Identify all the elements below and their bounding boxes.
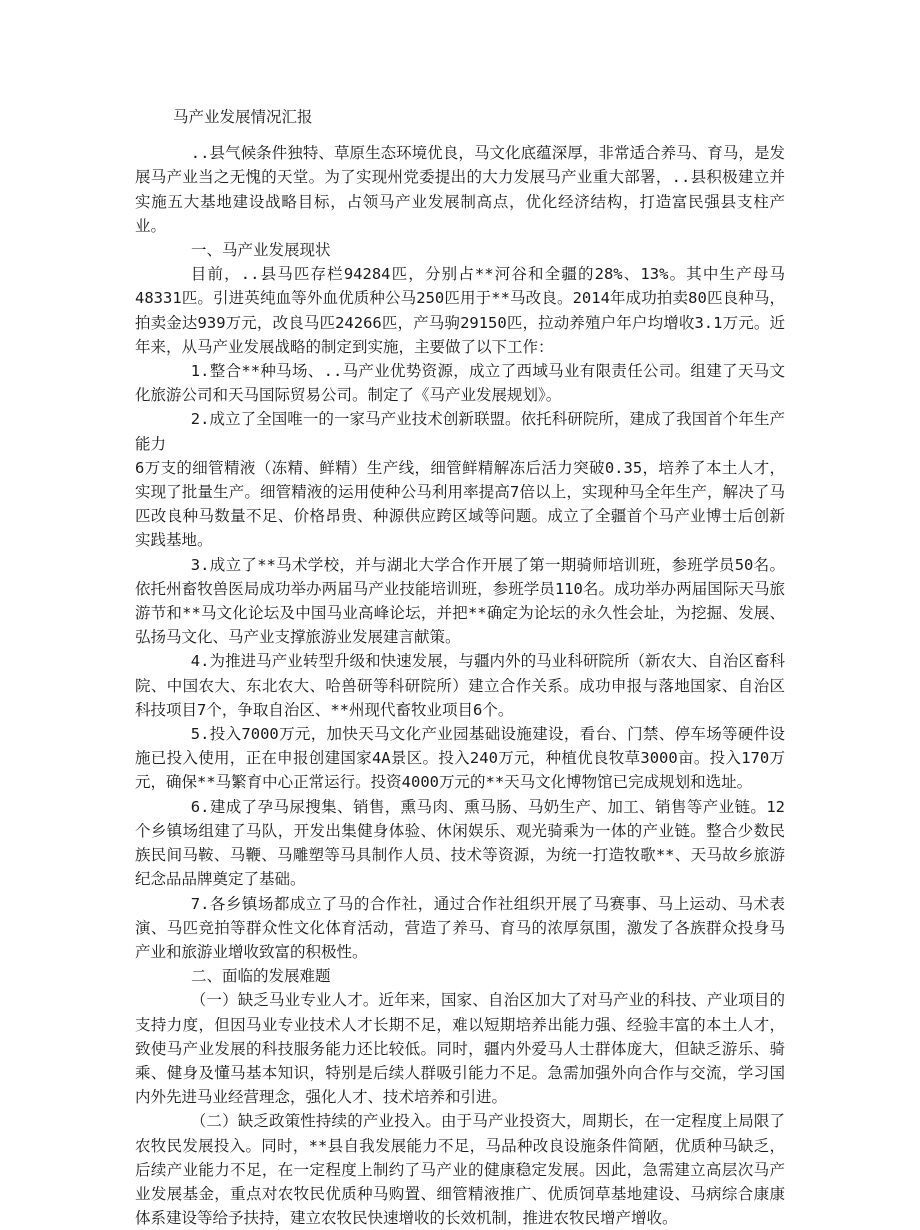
work-item-2-continued: 6万支的细管精液（冻精、鲜精）生产线，细管鲜精解冻后活力突破0.35，培养了本土人才，实现了批量生产。细管精液的运用使种公马利用率提高7倍以上，实现种马全年生产，解决了马匹改良种马数量不足、价格昂贵、种源供应跨区域等问题。成立了全疆首个马产业博士后创新实践基地。: [135, 458, 785, 550]
challenge-1: （一）缺乏马业专业人才。近年来，国家、自治区加大了对马产业的科技、产业项目的支持力度，但因马业专业技术人才长期不足，难以短期培养出能力强、经验丰富的本土人才，致使马产业发展的科技服务能力还比较低。同时，疆内外爱马人士群体庞大，但缺乏游乐、骑乘、健身及懂马基本知识，特别是后续人群吸引能力不足。急需加强外向合作与交流，学习国内外先进马业经营理念，强化人才、技术培养和引进。: [135, 991, 785, 1107]
work-item-2: 2.成立了全国唯一的一家马产业技术创新联盟。依托科研院所，建成了我国首个年生产能力: [135, 410, 785, 453]
document-title: 马产业发展情况汇报: [173, 108, 313, 126]
section-heading-status: 一、马产业发展现状: [191, 241, 331, 260]
work-item-6: 6.建成了孕马尿搜集、销售，熏马肉、熏马肠、马奶生产、加工、销售等产业链。12个乡镇场组建了马队，开发出集健身体验、休闲娱乐、观光骑乘为一体的产业链。整合少数民族民间马鞍、马鞭、马雕塑等马具制作人员、技术等资源，为统一打造牧歌**、天马故乡旅游纪念品品牌奠定了基础。: [135, 797, 785, 889]
intro-paragraph: ..县气候条件独特、草原生态环境优良，马文化底蕴深厚，非常适合养马、育马，是发展马产业当之无愧的天堂。为了实现州党委提出的大力发展马产业重大部署，..县积极建立并实施五大基地建设战略目标，占领马产业发展制高点，优化经济结构，打造富民强县支柱产业。: [135, 144, 785, 235]
work-item-4: 4.为推进马产业转型升级和快速发展，与疆内外的马业科研院所（新农大、自治区畜科院、中国农大、东北农大、哈兽研等科研院所）建立合作关系。成功申报与落地国家、自治区科技项目7个，争取自治区、**州现代畜牧业项目6个。: [135, 652, 785, 719]
work-item-3: 3.成立了**马术学校，并与湖北大学合作开展了第一期骑师培训班，参班学员50名。依托州畜牧兽医局成功举办两届马产业技能培训班，参班学员110名。成功举办两届国际天马旅游节和**马文化论坛及中国马业高峰论坛，并把**确定为论坛的永久性会址，为挖掘、发展、弘扬马文化、马产业支撑旅游业发展建言献策。: [135, 555, 785, 647]
document-body: [135, 105, 785, 1230]
section-heading-challenges: 二、面临的发展难题: [191, 967, 331, 986]
work-item-7: 7.各乡镇场都成立了马的合作社，通过合作社组织开展了马赛事、马上运动、马术表演、马匹竞拍等群众性文化体育活动，营造了养马、育马的浓厚氛围，激发了各族群众投身马产业和旅游业增收致富的积极性。: [135, 894, 785, 961]
challenge-2: （二）缺乏政策性持续的产业投入。由于马产业投资大，周期长，在一定程度上局限了农牧民发展投入。同时，**县自我发展能力不足，马品种改良设施条件简陋，优质种马缺乏，后续产业能力不足，在一定程度上制约了马产业的健康稳定发展。因此，急需建立高层次马产业发展基金，重点对农牧民优质种马购置、细管精液推广、优质饲草基地建设、马病综合康康体系建设等给予扶持，建立农牧民快速增收的长效机制，推进农牧民增产增收。: [135, 1112, 785, 1228]
work-item-5: 5.投入7000万元，加快天马文化产业园基础设施建设，看台、门禁、停车场等硬件设施已投入使用，正在申报创建国家4A景区。投入240万元，种植优良牧草3000亩。投入170万元，确保**马繁育中心正常运行。投资4000万元的**天马文化博物馆已完成规划和选址。: [135, 725, 785, 792]
work-item-1: 1.整合**种马场、..马产业优势资源，成立了西域马业有限责任公司。组建了天马文化旅游公司和天马国际贸易公司。制定了《马产业发展规划》。: [135, 362, 785, 405]
overview-paragraph: 目前，..县马匹存栏94284匹，分别占**河谷和全疆的28%、13%。其中生产母马48331匹。引进英纯血等外血优质种公马250匹用于**马改良。2014年成功拍卖80匹良种马，拍卖金达939万元，改良马匹24266匹，产马驹29150匹，拉动养殖户年户均增收3.1万元。近年来，从马产业发展战略的制定到实施，主要做了以下工作：: [135, 265, 785, 356]
